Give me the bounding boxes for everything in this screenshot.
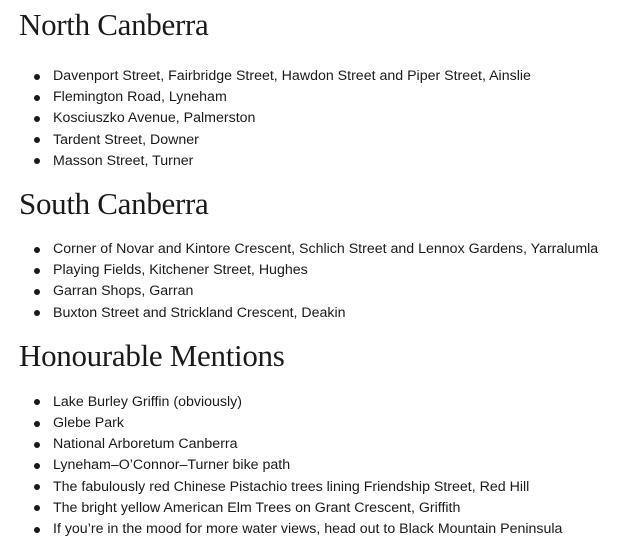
list-item (19, 303, 629, 324)
bullet-icon (34, 463, 40, 469)
section-heading-north-canberra: North Canberra (19, 7, 209, 42)
bullet-icon (34, 310, 40, 316)
bullet-icon (34, 505, 40, 511)
list-item (19, 519, 629, 540)
list-item (19, 87, 629, 108)
section-heading-honourable-mentions: Honourable Mentions (19, 337, 285, 373)
bullet-icon (34, 268, 40, 274)
bullet-icon (34, 116, 40, 122)
bullet-icon (34, 247, 40, 253)
list-item (19, 498, 629, 519)
bullet-icon (34, 421, 40, 427)
bullet-icon (34, 158, 40, 164)
list-item (19, 260, 629, 281)
section-heading-south-canberra: South Canberra (19, 186, 209, 222)
list-item (19, 434, 629, 455)
list-item (19, 392, 629, 413)
list-item-text: Davenport Street, Fairbridge Street, Hawdon Street and Piper Street, Ainslie (53, 68, 531, 84)
list-north-canberra (19, 66, 629, 172)
list-item-text: Buxton Street and Strickland Crescent, Deakin (53, 304, 346, 321)
list-item (19, 108, 629, 129)
list-south-canberra (19, 239, 629, 324)
list-item-text: Garran Shops, Garran (53, 283, 194, 300)
bullet-icon (34, 289, 40, 295)
list-item-text: The bright yellow American Elm Trees on Grant Crescent, Griffith (53, 499, 461, 516)
list-item (19, 66, 629, 87)
list-item (19, 455, 629, 476)
list-item-text: Masson Street, Turner (53, 152, 194, 169)
list-item-text: Tardent Street, Downer (53, 131, 199, 148)
list-item (19, 413, 629, 434)
bullet-icon (34, 137, 40, 143)
article-content (19, 0, 629, 540)
list-item-text: Lake Burley Griffin (obviously) (53, 393, 242, 410)
bullet-icon (34, 442, 40, 448)
list-item (19, 281, 629, 302)
list-item (19, 477, 629, 498)
list-item-text: Playing Fields, Kitchener Street, Hughes (53, 262, 308, 279)
list-item-text: Lyneham–O’Connor–Turner bike path (53, 457, 291, 474)
list-item-text: If you’re in the mood for more water views, head out to Black Mountain Peninsula (53, 521, 563, 538)
list-item-text: National Arboretum Canberra (53, 436, 238, 453)
list-item-text: Glebe Park (53, 415, 124, 432)
list-item-text: Kosciuszko Avenue, Palmerston (53, 110, 256, 127)
list-honourable-mentions (19, 392, 629, 540)
list-item-text: The fabulously red Chinese Pistachio trees lining Friendship Street, Red Hill (53, 478, 530, 495)
bullet-icon (34, 484, 40, 490)
bullet-icon (34, 399, 40, 405)
list-item-text: Corner of Novar and Kintore Crescent, Schlich Street and Lennox Gardens, Yarralumla (53, 241, 599, 258)
list-item (19, 239, 629, 260)
bullet-icon (34, 527, 40, 533)
list-item (19, 151, 629, 172)
bullet-icon (34, 95, 40, 101)
list-item-text: Flemington Road, Lyneham (53, 89, 227, 106)
bullet-icon (34, 74, 40, 80)
list-item (19, 130, 629, 151)
